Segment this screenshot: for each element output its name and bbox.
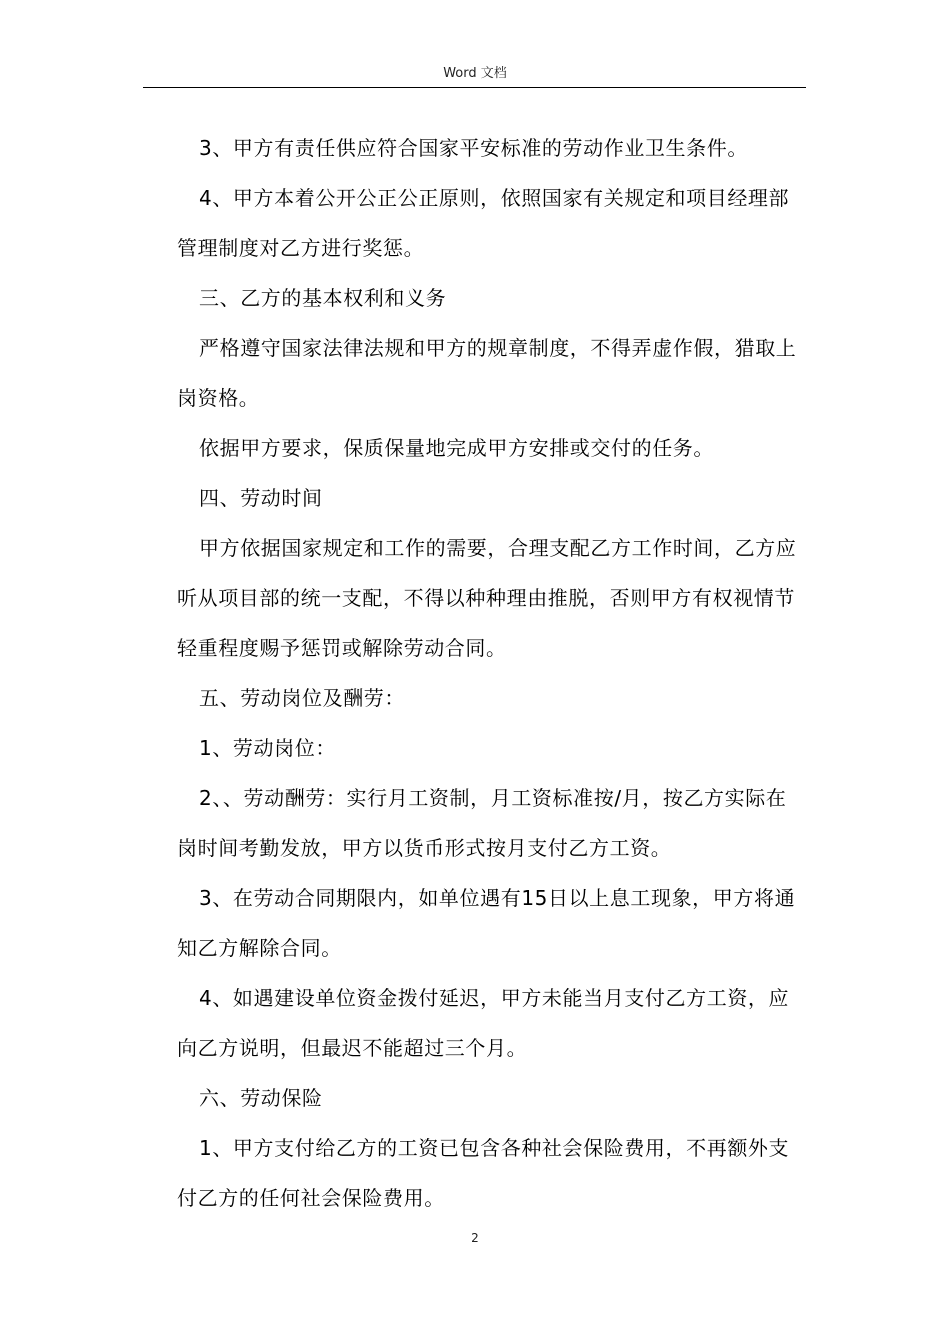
header-divider [143,87,806,88]
paragraph-insurance: 1、甲方支付给乙方的工资已包含各种社会保险费用，不再额外支付乙方的任何社会保险费用。 [177,1136,790,1210]
paragraph-clause-4: 4、甲方本着公开公正公正原则，依照国家有关规定和项目经理部管理制度对乙方进行奖惩。 [177,186,790,260]
page-number: 2 [471,1231,479,1245]
paragraph-pay: 2、、劳动酬劳：实行月工资制，月工资标准按/月，按乙方实际在岗时间考勤发放，甲方以货币形式按月支付乙方工资。 [177,786,787,860]
paragraph-work-stoppage: 3、在劳动合同期限内，如单位遇有15日以上息工现象，甲方将通知乙方解除合同。 [177,886,796,960]
paragraph-clause-3: 3、甲方有责任供应符合国家平安标准的劳动作业卫生条件。 [199,136,748,160]
section-heading-insurance: 六、劳动保险 [199,1086,323,1110]
paragraph-task-completion: 依据甲方要求，保质保量地完成甲方安排或交付的任务。 [199,436,714,460]
document-body [177,123,807,1223]
section-heading-rights: 三、乙方的基本权利和义务 [199,286,447,310]
section-heading-position-pay: 五、劳动岗位及酬劳： [199,686,405,710]
paragraph-compliance: 严格遵守国家法律法规和甲方的规章制度，不得弄虚作假，猎取上岗资格。 [177,336,797,410]
document-header-title: Word 文档 [443,66,507,81]
paragraph-working-time: 甲方依据国家规定和工作的需要，合理支配乙方工作时间，乙方应听从项目部的统一支配，不得以种种理由推脱，否则甲方有权视情节轻重程度赐予惩罚或解除劳动合同。 [177,536,797,660]
paragraph-payment-delay: 4、如遇建设单位资金拨付延迟，甲方未能当月支付乙方工资，应向乙方说明，但最迟不能超过三个月。 [177,986,790,1060]
paragraph-position: 1、劳动岗位： [199,736,336,760]
section-heading-working-time: 四、劳动时间 [199,486,323,510]
